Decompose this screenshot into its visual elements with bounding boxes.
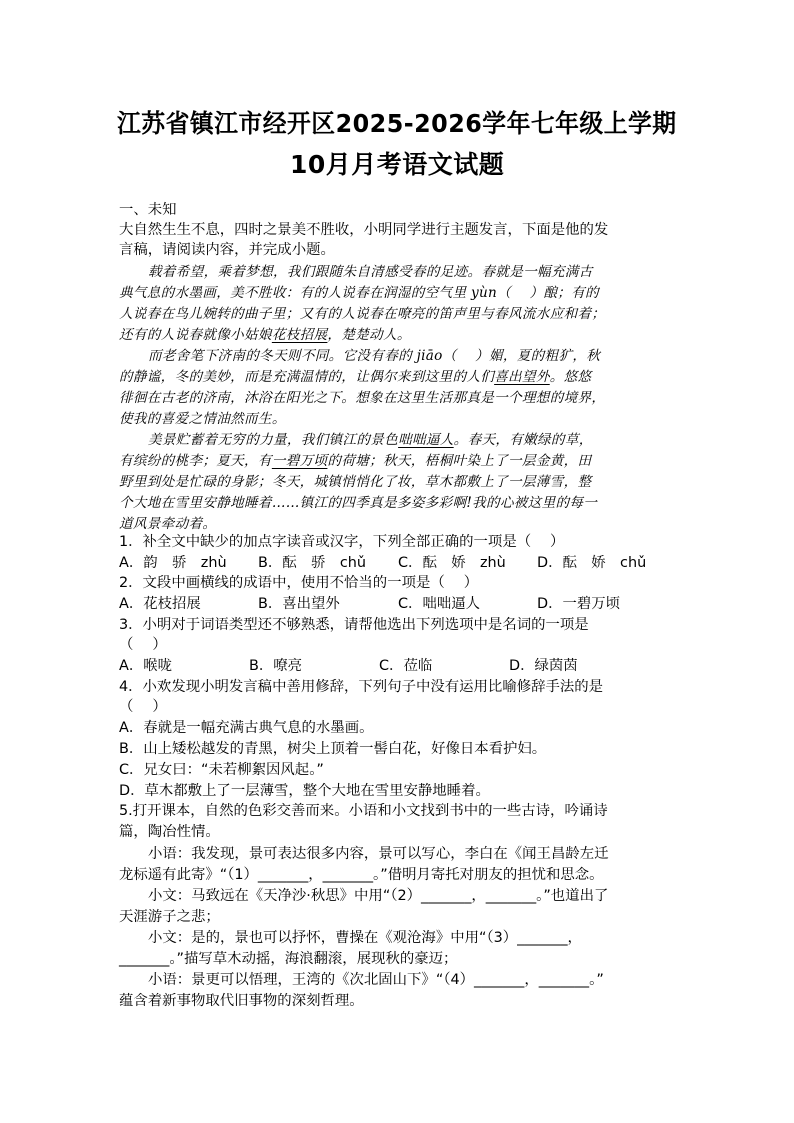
text-span: 的静谧，冬的美妙，而是充满温情的，让偶尔来到这里的人们 xyxy=(119,369,495,385)
text-span: 。悠悠 xyxy=(549,369,592,385)
passage-p3-line-2 xyxy=(119,451,591,471)
question-2-option-a[interactable]: A．花枝招展 xyxy=(119,596,201,612)
question-4-option-b[interactable]: B．山上矮松越发的青黑，树尖上顶着一髻白花，好像日本看护妇。 xyxy=(119,741,547,757)
passage-p2-line-1: 而老舍笔下济南的冬天则不同。它没有春的 jiāo（ ）媚，夏的粗犷，秋 xyxy=(148,348,601,364)
question-5-dialog-4-line-1[interactable]: 小语：景更可以悟理，王湾的《次北固山下》“（4）_______，_______。” xyxy=(148,972,604,988)
question-1-option-c[interactable]: C．酝 娇 zhù xyxy=(398,555,506,571)
text-span: 还有的人说春就像小姑娘 xyxy=(119,327,272,343)
text-span: 美景贮蓄着无穷的力量，我们镇江的景色 xyxy=(148,432,399,448)
passage-p1-line-1: 载着希望，乘着梦想，我们跟随朱自清感受春的足迹。春就是一幅充满古 xyxy=(148,264,593,280)
section-heading: 一、未知 xyxy=(119,202,177,218)
text-span: 有缤纷的桃李；夏天，有 xyxy=(119,453,272,469)
exam-title-line-2: 10月月考语文试题 xyxy=(290,150,505,179)
question-4-option-c[interactable]: C．兄女曰：“未若柳絮因风起。” xyxy=(119,762,324,778)
question-3-option-d[interactable]: D．绿茵茵 xyxy=(509,658,578,674)
text-span: 。春天，有嫩绿的草， xyxy=(453,432,593,448)
question-3-option-c[interactable]: C．莅临 xyxy=(379,658,433,674)
passage-p2-line-3: 徘徊在古老的济南，沐浴在阳光之下。想象在这里生活那真是一个理想的境界， xyxy=(119,390,606,406)
question-3-answer-paren: （ ） xyxy=(119,637,167,653)
passage-p1-line-2: 典气息的水墨画，美不胜收：有的人说春在润湿的空气里 yùn（ ）酿；有的 xyxy=(119,285,599,301)
underlined-idiom: 喜出望外 xyxy=(494,369,550,385)
question-4-option-d[interactable]: D．草木都敷上了一层薄雪，整个大地在雪里安静地睡着。 xyxy=(119,783,490,799)
intro-line-2: 言稿，请阅读内容，并完成小题。 xyxy=(119,242,335,258)
question-5-stem-line-1: 5.打开课本，自然的色彩交善而来。小语和小文找到书中的一些古诗，吟诵诗 xyxy=(119,803,608,819)
question-2-options xyxy=(119,594,620,614)
question-1-option-b[interactable]: B．酝 骄 chǔ xyxy=(258,555,366,571)
underlined-idiom: 一碧万顷 xyxy=(271,453,328,469)
exam-title-line-1: 江苏省镇江市经开区2025-2026学年七年级上学期 xyxy=(117,109,677,138)
intro-line-1: 大自然生生不息，四时之景美不胜收，小明同学进行主题发言，下面是他的发 xyxy=(119,222,609,238)
passage-p2-line-2 xyxy=(119,367,591,387)
question-3-option-b[interactable]: B．嘹亮 xyxy=(249,658,303,674)
question-1-stem: 1．补全文中缺少的加点字读音或汉字，下列全部正确的一项是（ ） xyxy=(119,534,565,550)
question-3-options xyxy=(119,656,578,676)
question-4-option-a[interactable]: A．春就是一幅充满古典气息的水墨画。 xyxy=(119,720,374,736)
question-5-dialog-1-line-1: 小语：我发现，景可表达很多内容，景可以写心，李白在《闻王昌龄左迁 xyxy=(148,846,609,862)
passage-p3-line-5: 道风景牵动着。 xyxy=(119,516,217,532)
question-5-dialog-4-line-2: 蕴含着新事物取代旧事物的深刻哲理。 xyxy=(119,993,364,1009)
question-1-option-d[interactable]: D．酝 娇 chǔ xyxy=(537,555,647,571)
passage-p1-line-3: 人说春在鸟儿婉转的曲子里；又有的人说春在嘹亮的笛声里与春风流水应和着； xyxy=(119,306,606,322)
question-5-dialog-1-line-2[interactable]: 龙标遥有此寄》“（1）_______，_______。”借明月寄托对朋友的担忧和思念。 xyxy=(119,867,604,883)
passage-p3-line-3: 野里到处是忙碌的身影；冬天，城镇悄悄化了妆，草木都敷上了一层薄雪，整 xyxy=(119,474,592,490)
question-5-dialog-3-line-1[interactable]: 小文：是的，景也可以抒怀，曹操在《观沧海》中用“（3）_______， xyxy=(148,930,582,946)
question-4-stem: 4．小欢发现小明发言稿中善用修辞，下列句子中没有运用比喻修辞手法的是 xyxy=(119,679,604,695)
question-3-stem: 3．小明对于词语类型还不够熟悉，请帮他选出下列选项中是名词的一项是 xyxy=(119,617,589,633)
question-2-option-b[interactable]: B．喜出望外 xyxy=(258,596,340,612)
text-span: ，楚楚动人。 xyxy=(327,327,411,343)
text-span: 的荷塘；秋天，梧桐叶染上了一层金黄，田 xyxy=(327,453,592,469)
passage-p1-line-4 xyxy=(119,325,411,345)
question-5-dialog-3-line-2[interactable]: _______。”描写草木动摇，海浪翻滚，展现秋的豪迈； xyxy=(119,951,458,967)
question-5-stem-line-2: 篇，陶冶性情。 xyxy=(119,824,220,840)
question-2-stem: 2．文段中画横线的成语中，使用不恰当的一项是（ ） xyxy=(119,575,479,591)
passage-p2-line-4: 使我的喜爱之情油然而生。 xyxy=(119,411,286,427)
question-2-option-c[interactable]: C．咄咄逼人 xyxy=(398,596,481,612)
underlined-idiom: 咄咄逼人 xyxy=(398,432,454,448)
question-4-answer-paren: （ ） xyxy=(119,699,167,715)
question-3-option-a[interactable]: A．喉咙 xyxy=(119,658,173,674)
passage-p3-line-4: 个大地在雪里安静地睡着……镇江的四季真是多姿多彩啊!我的心被这里的每一 xyxy=(119,495,598,511)
question-5-dialog-2-line-1[interactable]: 小文：马致远在《天净沙·秋思》中用“（2）_______，_______。”也道出了 xyxy=(148,888,609,904)
question-1-options xyxy=(119,553,646,573)
passage-p3-line-1 xyxy=(148,430,593,450)
question-2-option-d[interactable]: D．一碧万顷 xyxy=(537,596,621,612)
underlined-idiom: 花枝招展 xyxy=(271,327,328,343)
question-5-dialog-2-line-2: 天涯游子之悲； xyxy=(119,909,220,925)
question-1-option-a[interactable]: A．韵 骄 zhù xyxy=(119,555,227,571)
